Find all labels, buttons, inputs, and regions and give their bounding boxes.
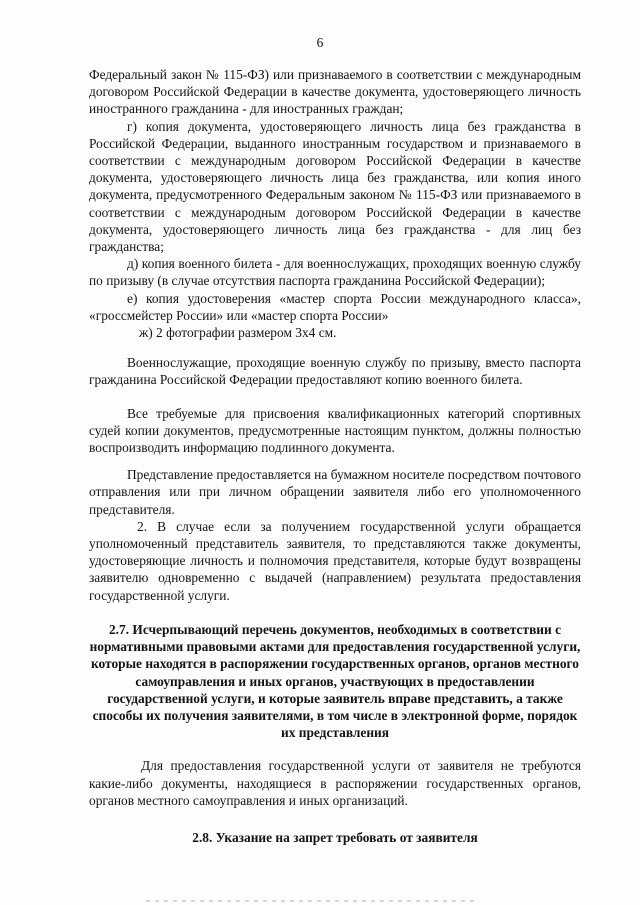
page-number: 6 (316, 35, 324, 50)
document-body (89, 66, 581, 846)
paragraph-2-7-text: Для предоставления государственной услуги от заявителя не требуются какие-либо документы, находящиеся в распоряжении государственных органов, органов местного самоуправления и иных организаций. (89, 758, 581, 808)
paragraph-copies: Все требуемые для присвоения квалификационных категорий спортивных судей копии документов, предусмотренные настоящим пунктом, должны полностью воспроизводить информацию подлинного документа. (89, 405, 581, 456)
paragraph-representative: 2. В случае если за получением государственной услуги обращается уполномоченный представитель заявителя, то представляются также документы, удостоверяющие личность и полномочия представителя, которые будут возвращены заявителю одновременно с выдачей (направлением) результата предоставления государственной услуги. (89, 518, 581, 603)
paragraph-item-d: д) копия военного билета - для военнослужащих, проходящих военную службу по призыву (в случае отсутствия паспорта гражданина Российской Федерации); (89, 256, 581, 289)
section-heading-2-8: 2.8. Указание на запрет требовать от заявителя (192, 829, 478, 845)
paragraph-item-e: е) копия удостоверения «мастер спорта России международного класса», «гроссмейстер России» или «мастер спорта России» (89, 290, 581, 323)
scan-artifact-line (146, 900, 476, 902)
section-heading-2-7: 2.7. Исчерпывающий перечень документов, необходимых в соответствии с нормативными правовыми актами для предоставления государственной услуги, которые находятся в распоряжении государственных органов, органов местного самоуправления и иных органов, участвующих в предоставлении государственной услуги, и которые заявитель вправе представить, а также способы их получения заявителями, в том числе в электронной форме, порядок их представления (89, 621, 581, 741)
paragraph-submission: Представление предоставляется на бумажном носителе посредством почтового отправления или при личном обращении заявителя либо его уполномоченного представителя. (89, 467, 581, 517)
paragraph-foreign-citizens: Федеральный закон № 115-ФЗ) или признаваемого в соответствии с международным договором Российской Федерации в качестве документа, удостоверяющего личность иностранного гражданина - для иностранных граждан; (89, 67, 581, 117)
paragraph-item-zh: ж) 2 фотографии размером 3х4 см. (139, 325, 337, 341)
paragraph-item-g: г) копия документа, удостоверяющего личность лица без гражданства в Российской Федерации, выданного иностранным государством и признаваемого в соответствии с международным договором Российской Федерации в качестве документа, удостоверяющего личность лица без гражданства, или копия иного документа, предусмотренного Федеральным законом № 115-ФЗ или признаваемого в соответствии с международным договором Российской Федерации в качестве документа, удостоверяющего личность лица без гражданства - для лиц без гражданства; (89, 118, 581, 255)
paragraph-military: Военнослужащие, проходящие военную службу по призыву, вместо паспорта гражданина Российской Федерации предоставляют копию военного билета. (89, 355, 581, 388)
